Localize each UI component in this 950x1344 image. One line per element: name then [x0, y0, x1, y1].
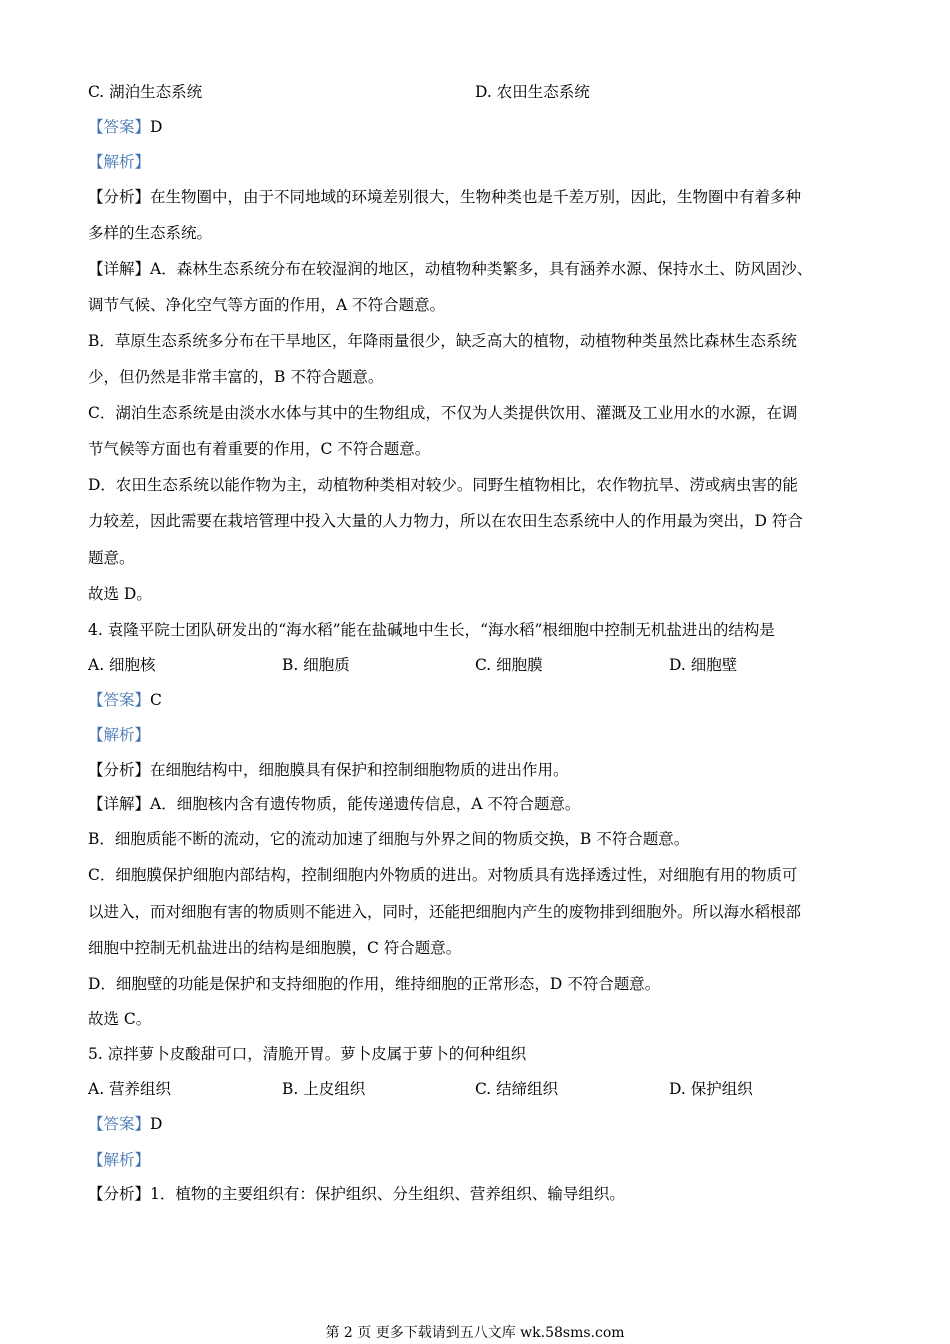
page-footer: 第 2 页 更多下载请到五八文库 wk.58sms.com: [325, 1325, 625, 1341]
q3-option-c: C. 湖泊生态系统: [88, 83, 203, 101]
q5-stem: 5. 凉拌萝卜皮酸甜可口，清脆开胃。萝卜皮属于萝卜的何种组织: [88, 1045, 527, 1063]
answer-value: D: [150, 118, 163, 136]
q4-d-line: D．细胞壁的功能是保护和支持细胞的作用，维持细胞的正常形态，D 不符合题意。: [88, 975, 661, 993]
q5-option-a: A. 营养组织: [88, 1080, 172, 1098]
q3-d-line-2: 力较差，因此需要在栽培管理中投入大量的人力物力，所以在农田生态系统中人的作用最为突出，D 符合: [88, 512, 803, 530]
q3-answer-line: [88, 116, 162, 138]
q4-answer-line: [88, 689, 162, 711]
q3-c-line-2: 节气候等方面也有着重要的作用，C 不符合题意。: [88, 440, 431, 458]
answer-tag: 【答案】: [88, 691, 151, 709]
q4-option-d: D. 细胞壁: [669, 656, 738, 674]
q4-stem: 4. 袁隆平院士团队研发出的“海水稻”能在盐碱地中生长，“海水稻”根细胞中控制无机盐进出的结构是: [88, 621, 775, 639]
q3-fenxi-line-1: 【分析】在生物圈中，由于不同地域的环境差别很大，生物种类也是千差万别，因此，生物圈中有着多种: [88, 188, 802, 206]
q4-option-a: A. 细胞核: [88, 656, 156, 674]
q5-option-c: C. 结缔组织: [475, 1080, 559, 1098]
answer-value: D: [150, 1115, 163, 1133]
q5-option-b: B. 上皮组织: [282, 1080, 366, 1098]
q4-c-line-2: 以进入，而对细胞有害的物质则不能进入，同时，还能把细胞内产生的废物排到细胞外。所以海水稻根部: [88, 903, 802, 921]
q4-conclusion: 故选 C。: [88, 1010, 152, 1028]
q4-option-c: C. 细胞膜: [475, 656, 543, 674]
q3-option-d: D. 农田生态系统: [475, 83, 590, 101]
q3-xiangjie-line-2: 调节气候、净化空气等方面的作用，A 不符合题意。: [88, 296, 446, 314]
q5-analysis-tag: 【解析】: [88, 1151, 151, 1169]
q3-fenxi-line-2: 多样的生态系统。: [88, 224, 213, 242]
q3-d-line-3: 题意。: [88, 549, 135, 567]
q4-fenxi: 【分析】在细胞结构中，细胞膜具有保护和控制细胞物质的进出作用。: [88, 761, 569, 779]
q5-answer-line: [88, 1113, 162, 1135]
answer-tag: 【答案】: [88, 118, 151, 136]
q3-b-line-2: 少，但仍然是非常丰富的，B 不符合题意。: [88, 368, 384, 386]
q3-b-line-1: B．草原生态系统多分布在干旱地区，年降雨量很少，缺乏高大的植物，动植物种类虽然比森林生态系统: [88, 332, 797, 350]
answer-value: C: [150, 691, 162, 709]
q3-analysis-tag: 【解析】: [88, 153, 151, 171]
q5-option-d: D. 保护组织: [669, 1080, 753, 1098]
q4-c-line-1: C．细胞膜保护细胞内部结构，控制细胞内外物质的进出。对物质具有选择透过性，对细胞有用的物质可: [88, 866, 798, 884]
q4-analysis-tag: 【解析】: [88, 726, 151, 744]
q3-xiangjie-line-1: 【详解】A．森林生态系统分布在较湿润的地区，动植物种类繁多，具有涵养水源、保持水土、防风固沙、: [88, 260, 813, 278]
q3-c-line-1: C．湖泊生态系统是由淡水水体与其中的生物组成，不仅为人类提供饮用、灌溉及工业用水的水源，在调: [88, 404, 798, 422]
q4-xiangjie: 【详解】A．细胞核内含有遗传物质，能传递遗传信息，A 不符合题意。: [88, 795, 581, 813]
q3-d-line-1: D．农田生态系统以能作物为主，动植物种类相对较少。同野生植物相比，农作物抗旱、涝或病虫害的能: [88, 476, 798, 494]
q4-b-line: B．细胞质能不断的流动，它的流动加速了细胞与外界之间的物质交换，B 不符合题意。: [88, 830, 690, 848]
q4-option-b: B. 细胞质: [282, 656, 350, 674]
q5-fenxi: 【分析】1．植物的主要组织有：保护组织、分生组织、营养组织、输导组织。: [88, 1185, 625, 1203]
q3-conclusion: 故选 D。: [88, 585, 152, 603]
q4-c-line-3: 细胞中控制无机盐进出的结构是细胞膜，C 符合题意。: [88, 939, 462, 957]
answer-tag: 【答案】: [88, 1115, 151, 1133]
